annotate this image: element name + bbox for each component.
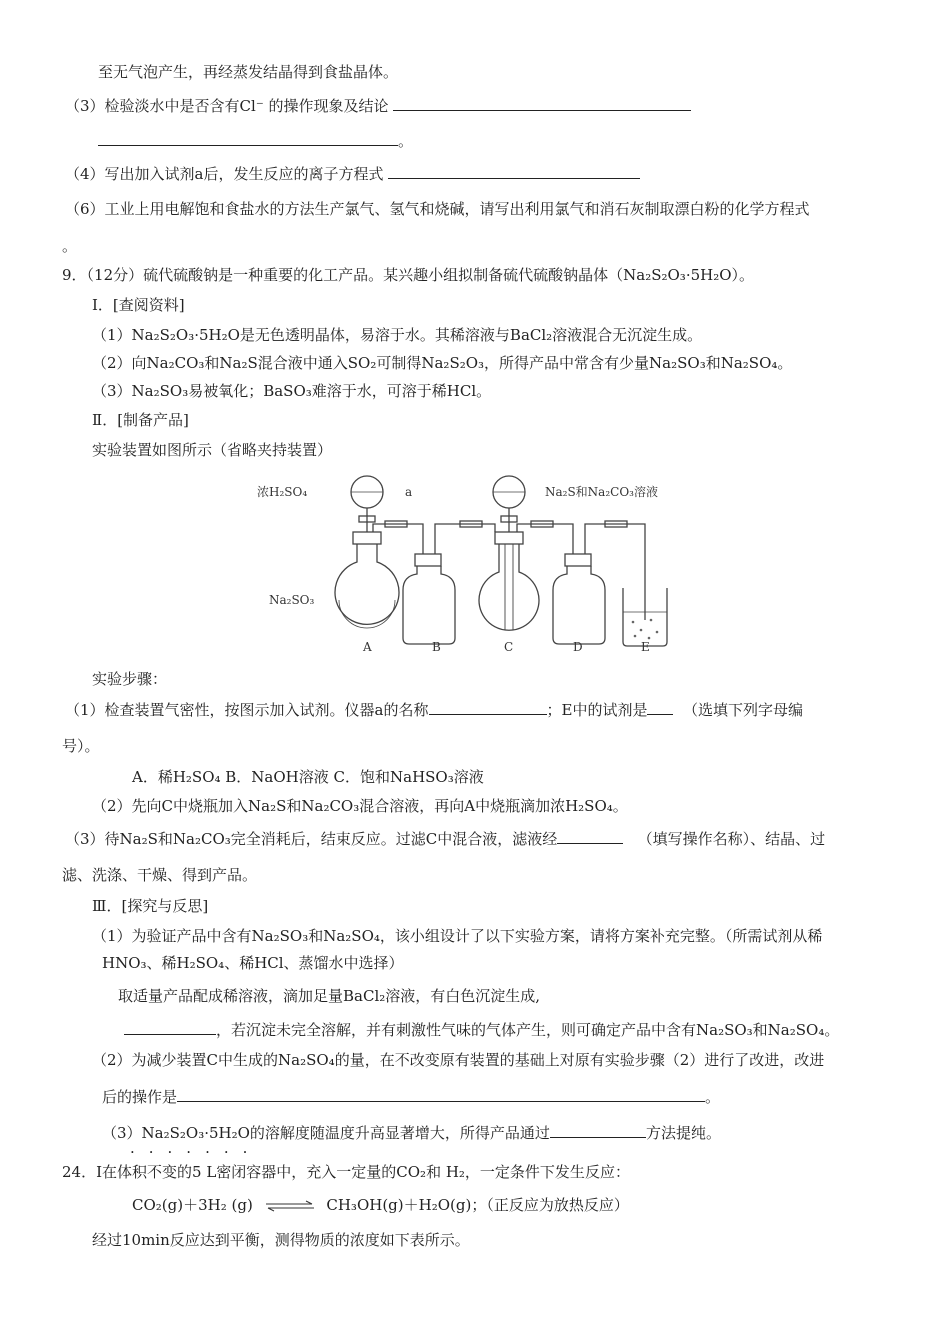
q8-cl-test-text: （3）检验淡水中是否含有Cl⁻ 的操作现象及结论 [65, 97, 389, 115]
q9-explore-1-conclusion: ，若沉淀未完全溶解，并有刺激性气味的气体产生，则可确定产品中含有Na₂SO₃和Na₂SO₄。 [124, 1019, 839, 1040]
flask-a [335, 544, 399, 624]
q8-ionic-eq-text: （4）写出加入试剂a后，发生反应的离子方程式 [65, 165, 384, 183]
label-a: a [405, 485, 413, 499]
q9-title: 9．（12分）硫代硫酸钠是一种重要的化工产品。某兴趣小组拟制备硫代硫酸钠晶体（Na₂S₂O₃·5H₂O）。 [62, 266, 755, 284]
q8-line-1: 至无气泡产生，再经蒸发结晶得到食盐晶体。 [98, 63, 399, 81]
emphasis-dots: ······· [130, 1143, 262, 1161]
q9-section-3-heading: Ⅲ．[探究与反思] [92, 897, 209, 915]
q9-ref-3: （3）Na₂SO₃易被氧化；BaSO₃难溶于水，可溶于稀HCl。 [92, 382, 492, 400]
q9-step-3: （3）待Na₂S和Na₂CO₃完全消耗后，结束反应。过滤C中混合液，滤液经 （填写操作名称）、结晶、过 [65, 830, 826, 848]
equilibrium-arrow-icon [264, 1200, 316, 1212]
answer-blank-cl-test[interactable] [393, 95, 691, 111]
q24-title: 24．I在体积不变的5 L密闭容器中，充入一定量的CO₂和 H₂，一定条件下发生反应： [62, 1163, 630, 1181]
answer-blank-operation[interactable] [557, 828, 623, 844]
bottle-d [553, 566, 605, 644]
q9-step-1: （1）检查装置气密性，按图示加入试剂。仪器a的名称 ；E中的试剂是 （选填下列字母编 [65, 701, 804, 719]
label-na2s-na2co3: Na₂S和Na₂CO₃溶液 [545, 485, 658, 499]
q9-ref-1: （1）Na₂S₂O₃·5H₂O是无色透明晶体，易溶于水。其稀溶液与BaCl₂溶液混合无沉淀生成。 [92, 326, 703, 344]
answer-blank-cl-test-2[interactable] [98, 130, 398, 146]
bottle-b [403, 566, 455, 644]
answer-blank-improved-step[interactable] [177, 1086, 705, 1102]
q9-options: A．稀H₂SO₄ B．NaOH溶液 C．饱和NaHSO₃溶液 [132, 768, 484, 786]
q9-ref-2: （2）向Na₂CO₃和Na₂S混合液中通入SO₂可制得Na₂S₂O₃，所得产品中常含有少量Na₂SO₃和Na₂SO₄。 [92, 354, 793, 372]
answer-blank-purify-method[interactable] [550, 1122, 646, 1138]
q9-explore-1-procedure: 取适量产品配成稀溶液，滴加足量BaCl₂溶液，有白色沉淀生成, [118, 987, 541, 1005]
apparatus-figure [255, 470, 675, 660]
answer-blank-ionic-eq[interactable] [388, 163, 640, 179]
q9-explore-2: （2）为减少装置C中生成的Na₂SO₄的量，在不改变原有装置的基础上对原有实验步骤（2）进行了改进，改进 [92, 1051, 825, 1069]
answer-blank-instrument-a[interactable] [429, 699, 547, 715]
label-E: E [641, 640, 650, 654]
label-C: C [504, 640, 514, 654]
q8-line-6: （6）工业上用电解饱和食盐水的方法生产氯气、氢气和烧碱，请写出利用氯气和消石灰制取漂白粉的化学方程式 [65, 200, 810, 218]
label-B: B [432, 640, 441, 654]
q9-section-2-heading: Ⅱ．[制备产品] [92, 411, 189, 429]
q9-step-3-cont: 滤、洗涤、干燥、得到产品。 [62, 866, 258, 884]
q9-step-1-cont: 号）。 [62, 737, 100, 755]
q8-line-6-end: 。 [62, 237, 78, 255]
label-A: A [363, 640, 372, 654]
q24-equation: CO₂(g)＋3H₂ (g) CH₃OH(g)＋H₂O(g)；（正反应为放热反应） [132, 1196, 629, 1214]
q8-line-4 [65, 163, 640, 184]
label-conc-h2so4: 浓H₂SO₄ [257, 485, 308, 499]
answer-blank-e-reagent[interactable] [647, 699, 673, 715]
answer-blank-explore-1[interactable] [124, 1019, 216, 1035]
q9-step-2: （2）先向C中烧瓶加入Na₂S和Na₂CO₃混合溶液，再向A中烧瓶滴加浓H₂SO₄。 [92, 797, 628, 815]
q8-line-3-cont: 。 [98, 130, 413, 151]
q9-explore-2-cont: 后的操作是 。 [102, 1088, 721, 1106]
q24-line-3: 经过10min反应达到平衡，测得物质的浓度如下表所示。 [92, 1231, 470, 1249]
q9-steps-title: 实验步骤： [92, 670, 168, 688]
q9-figure-intro: 实验装置如图所示（省略夹持装置） [92, 441, 333, 459]
q9-explore-3: （3）Na₂S₂O₃·5H₂O的溶解度随温度升高显著增大，所得产品通过 方法提纯。 [102, 1124, 721, 1142]
label-na2so3: Na₂SO₃ [269, 593, 315, 607]
q9-section-1-heading: I．[查阅资料] [92, 296, 185, 314]
q8-line-3-question [65, 95, 691, 116]
q9-explore-1: （1）为验证产品中含有Na₂SO₃和Na₂SO₄，该小组设计了以下实验方案，请将方案补充完整。（所需试剂从稀 [92, 927, 823, 945]
q9-explore-1-reagents: HNO₃、稀H₂SO₄、稀HCl、蒸馏水中选择） [102, 954, 404, 972]
label-D: D [573, 640, 583, 654]
flask-c [479, 544, 539, 630]
